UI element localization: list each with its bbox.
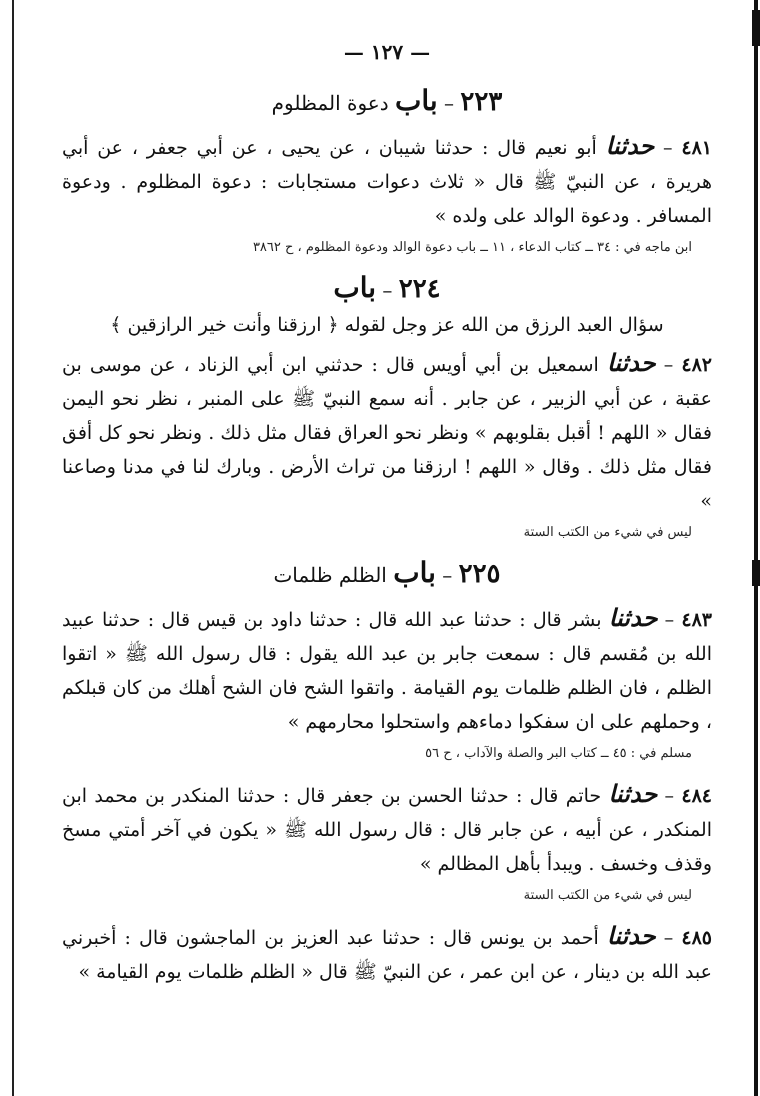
chapter-heading-225: ٢٢٥ – باب الظلم ظلمات: [273, 556, 501, 589]
hadith-text: اسمعيل بن أبي أويس قال : حدثني ابن أبي الزناد ، عن موسى بن عقبة ، عن أبي الزبير ، عن جابر . أنه سمع النبيّ ﷺ على المنبر ، نظر نحو اليمن فقال « اللهم ! أقبل بقلوبهم » ونظر نحو العراق فقال مثل ذلك . ونظر نحو كل أفق فقال مثل ذلك . وقال « اللهم ! ارزقنا من تراث الأرض . وبارك لنا في مدنا وصاعنا »: [62, 354, 712, 512]
chapter-bab-word: باب: [333, 271, 377, 304]
hadith-text: بشر قال : حدثنا عبد الله قال : حدثنا داود بن قيس قال : حدثنا عبيد الله بن مُقسم قال : سمعت جابر بن عبد الله يقول : قال رسول الله ﷺ « اتقوا الظلم ، فان الظلم ظلمات يوم القيامة . واتقوا الشح فان الشح أهلك من كان قبلكم ، وحملهم على ان سفكوا دماءهم واستحلوا محارمهم »: [62, 609, 712, 733]
haddatha-word: حدثنا: [605, 131, 655, 160]
chapter-bab-word: باب: [395, 84, 438, 117]
hadith-reference: مسلم في : ٤٥ ــ كتاب البر والصلة والآداب ، ح ٥٦: [425, 746, 692, 761]
chapter-title: دعوة المظلوم: [271, 91, 389, 115]
hadith-484: ٤٨٤ – حدثنا حاتم قال : حدثنا الحسن بن جعفر قال : حدثنا المنكدر بن محمد ابن المنكدر ، عن أبيه ، عن جابر قال : قال رسول الله ﷺ « يكون في آخر أمتي مسخ وقذف وخسف . ويبدأ بأهل المظالم »: [62, 779, 712, 875]
chapter-bab-word: باب: [393, 556, 436, 589]
hadith-485: ٤٨٥ – حدثنا أحمد بن يونس قال : حدثنا عبد العزيز بن الماجشون قال : أخبرني عبد الله بن دينار ، عن ابن عمر ، عن النبيّ ﷺ قال « الظلم ظلمات يوم القيامة »: [62, 921, 713, 983]
haddatha-word: حدثنا: [608, 603, 658, 632]
hadith-number: ٤٨٢: [681, 354, 712, 376]
hadith-text: حاتم قال : حدثنا الحسن بن جعفر قال : حدثنا المنكدر بن محمد ابن المنكدر ، عن أبيه ، عن جابر قال : قال رسول الله ﷺ « يكون في آخر أمتي مسخ وقذف وخسف . ويبدأ بأهل المظالم »: [62, 785, 712, 875]
page-number: — ١٢٧ —: [343, 40, 431, 64]
binding-mark-top: [752, 10, 760, 46]
chapter-subtitle: سؤال العبد الرزق من الله عز وجل لقوله ﴿ ارزقنا وأنت خير الرازقين ﴾: [110, 314, 664, 336]
page-left-edge: [12, 0, 14, 1096]
binding-mark-middle: [752, 560, 760, 586]
haddatha-word: حدثنا: [606, 921, 656, 950]
chapter-number: ٢٢٣: [460, 87, 503, 117]
book-page: [62, 40, 712, 993]
page-right-edge: [754, 0, 758, 1096]
hadith-reference: ابن ماجه في : ٣٤ ــ كتاب الدعاء ، ١١ ــ باب دعوة الوالد ودعوة المظلوم ، ح ٣٨٦٢: [252, 240, 692, 255]
chapter-number: ٢٢٥: [458, 559, 501, 589]
hadith-number: ٤٨٣: [681, 609, 712, 631]
hadith-483: ٤٨٣ – حدثنا بشر قال : حدثنا عبد الله قال : حدثنا داود بن قيس قال : حدثنا عبيد الله بن مُقسم قال : سمعت جابر بن عبد الله يقول : قال رسول الله ﷺ « اتقوا الظلم ، فان الظلم ظلمات يوم القيامة . واتقوا الشح فان الشح أهلك من كان قبلكم ، وحملهم على ان سفكوا دماءهم واستحلوا محارمهم »: [62, 603, 712, 733]
hadith-text: أحمد بن يونس قال : حدثنا عبد العزيز بن الماجشون قال : أخبرني عبد الله بن دينار ، عن ابن عمر ، عن النبيّ ﷺ قال « الظلم ظلمات يوم القيامة »: [62, 927, 712, 983]
haddatha-word: حدثنا: [608, 779, 658, 808]
chapter-number: ٢٢٤: [398, 274, 441, 304]
haddatha-word: حدثنا: [606, 348, 656, 377]
hadith-number: ٤٨٤: [681, 785, 712, 807]
hadith-text: أبو نعيم قال : حدثنا شيبان ، عن يحيى ، عن أبي جعفر ، عن أبي هريرة ، عن النبيّ ﷺ قال « ثلاث دعوات مستجابات : دعوة المظلوم . ودعوة المسافر . ودعوة الوالد على ولده »: [62, 137, 712, 227]
hadith-reference: ليس في شيء من الكتب الستة: [523, 525, 692, 540]
hadith-482: ٤٨٢ – حدثنا اسمعيل بن أبي أويس قال : حدثني ابن أبي الزناد ، عن موسى بن عقبة ، عن أبي الزبير ، عن جابر . أنه سمع النبيّ ﷺ على المنبر ، نظر نحو اليمن فقال « اللهم ! أقبل بقلوبهم » ونظر نحو العراق فقال مثل ذلك . ونظر نحو كل أفق فقال مثل ذلك . وقال « اللهم ! ارزقنا من تراث الأرض . وبارك لنا في مدنا وصاعنا »: [62, 348, 712, 512]
hadith-number: ٤٨٥: [681, 927, 713, 949]
hadith-number: ٤٨١: [681, 137, 712, 159]
chapter-title: الظلم ظلمات: [273, 563, 387, 587]
chapter-heading-224: ٢٢٤ – باب: [333, 271, 441, 304]
chapter-heading-223: ٢٢٣ – باب دعوة المظلوم: [271, 84, 503, 117]
hadith-reference: ليس في شيء من الكتب الستة: [523, 888, 692, 903]
hadith-481: ٤٨١ – حدثنا أبو نعيم قال : حدثنا شيبان ، عن يحيى ، عن أبي جعفر ، عن أبي هريرة ، عن النبيّ ﷺ قال « ثلاث دعوات مستجابات : دعوة المظلوم . ودعوة المسافر . ودعوة الوالد على ولده »: [62, 131, 712, 227]
